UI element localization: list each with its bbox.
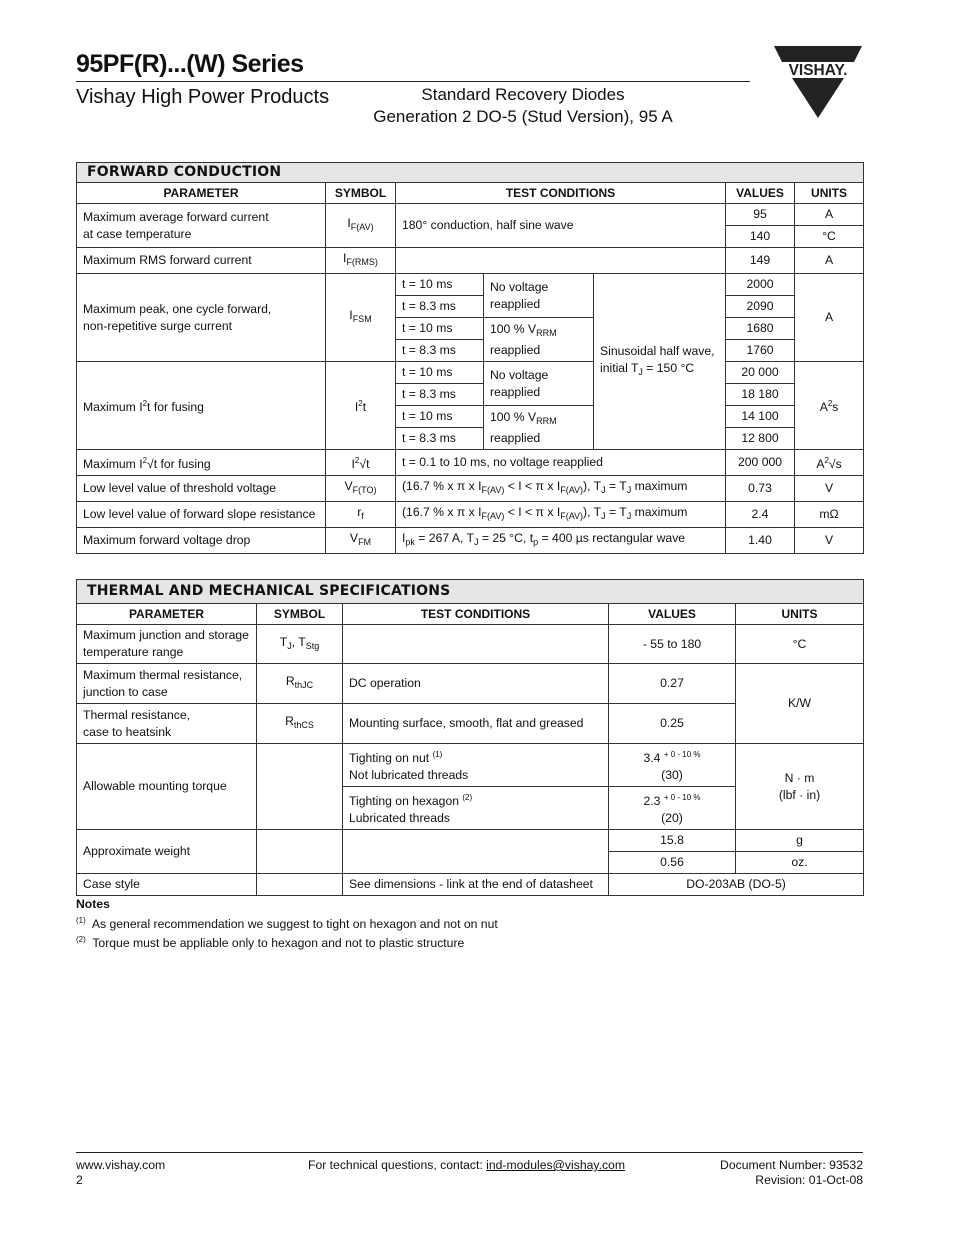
unit-cell: oz. (736, 852, 864, 874)
sinusoidal-condition-cell (594, 274, 726, 450)
text: (16.7 % x π x I (402, 479, 482, 493)
sub: J (601, 485, 606, 495)
symbol: √t (359, 457, 370, 471)
sub: RRM (536, 415, 557, 426)
param-line: Thermal resistance, (83, 707, 191, 722)
symbol-cell (257, 664, 343, 704)
condition-cell (396, 528, 726, 554)
symbol-cell (257, 744, 343, 830)
header-symbol: SYMBOL (326, 183, 396, 204)
footer-right (660, 1158, 863, 1187)
note-1 (76, 913, 498, 933)
unit-cell: V (795, 476, 864, 502)
param-line: Maximum thermal resistance, (83, 667, 243, 682)
table-header-row (77, 183, 864, 204)
text: = T (605, 479, 627, 493)
sub: F(AV) (560, 485, 584, 495)
condition-cell: t = 0.1 to 10 ms, no voltage reapplied (396, 450, 726, 476)
unit-line: (lbf · in) (778, 787, 821, 802)
value-cell: 1680 (726, 318, 795, 340)
symbol-cell (326, 502, 396, 528)
note-text: Torque must be appliable only to hexagon and not to plastic structure (92, 936, 465, 950)
time-cell: t = 10 ms (396, 274, 484, 296)
symbol: V (349, 531, 359, 545)
unit-cell (795, 450, 864, 476)
param-line: Maximum average forward current (83, 209, 269, 224)
table-row (77, 664, 864, 704)
sub: F(AV) (560, 511, 584, 521)
unit-line: N · m (784, 770, 815, 785)
text: maximum (631, 505, 688, 519)
param-line: non-repetitive surge current (83, 318, 233, 333)
condition-line: reapplied (490, 296, 541, 311)
value-cell (609, 787, 736, 830)
param-case-style: Case style (77, 874, 257, 896)
condition-cell (484, 274, 594, 318)
symbol-sub: F(RMS) (346, 257, 378, 267)
symbol-cell (257, 625, 343, 664)
text: = 150 °C (642, 360, 695, 375)
unit-cell: °C (795, 226, 864, 248)
notes-section (76, 896, 498, 952)
sub: J (287, 640, 292, 651)
condition-line: reapplied (490, 342, 541, 357)
thermal-mechanical-table (76, 579, 864, 896)
sub: J (626, 485, 632, 495)
symbol-sub: F(TO) (352, 485, 377, 495)
symbol: I (349, 308, 353, 322)
header-values: VALUES (726, 183, 795, 204)
sub: J (473, 537, 479, 547)
text: ), T (583, 505, 602, 519)
symbol: I (343, 251, 347, 265)
sub: F(AV) (481, 485, 505, 495)
condition-cell: DC operation (343, 664, 609, 704)
footer-left (76, 1158, 165, 1187)
sub: J (626, 511, 632, 521)
text: Tighting on hexagon (349, 794, 463, 808)
time-cell: t = 8.3 ms (396, 428, 484, 450)
sub: J (638, 366, 643, 377)
page-number: 2 (76, 1172, 83, 1187)
thermal-mechanical-title: THERMAL AND MECHANICAL SPECIFICATIONS (77, 580, 864, 604)
condition-line (490, 409, 587, 430)
param-junction-temperature (77, 625, 257, 664)
symbol-cell (257, 874, 343, 896)
contact-email-link[interactable]: ind-modules@vishay.com (486, 1158, 625, 1172)
param-i2sqrt-t (77, 450, 326, 476)
vishay-logo (770, 44, 866, 120)
sub: thCS (293, 720, 314, 730)
condition-cell (484, 362, 594, 406)
sub: thJC (294, 680, 314, 690)
symbol-cell (326, 528, 396, 554)
product-line-subtitle: Vishay High Power Products (76, 86, 330, 108)
value-line (615, 789, 729, 810)
header-symbol: SYMBOL (257, 604, 343, 625)
sup: 2 (142, 399, 148, 408)
table-row (77, 476, 864, 502)
table-row (77, 362, 864, 384)
table-row (77, 204, 864, 226)
symbol: T (279, 634, 288, 649)
unit-cell: g (736, 830, 864, 852)
condition-line: Sinusoidal half wave, (600, 343, 715, 358)
unit-cell: °C (736, 625, 864, 664)
condition-line (349, 789, 602, 810)
condition-cell: Mounting surface, smooth, flat and greased (343, 704, 609, 744)
product-description-line1: Standard Recovery Diodes (421, 85, 625, 104)
unit-cell: K/W (736, 664, 864, 744)
condition-cell: 180° conduction, half sine wave (396, 204, 726, 248)
website-link[interactable]: www.vishay.com (76, 1158, 166, 1172)
table-row (77, 830, 864, 852)
note-text: As general recommendation we suggest to tight on hexagon and not on nut (91, 916, 498, 931)
text: = 25 °C, t (478, 531, 534, 545)
value-cell: 2.4 (726, 502, 795, 528)
param-threshold-voltage: Low level value of threshold voltage (77, 476, 326, 502)
text: = T (605, 505, 627, 519)
value-line: (20) (661, 811, 683, 825)
text: < I < π x I (504, 505, 561, 519)
text: t for fusing (147, 400, 204, 414)
param-avg-forward-current (77, 204, 326, 248)
param-forward-voltage-drop: Maximum forward voltage drop (77, 528, 326, 554)
symbol: I (351, 457, 355, 471)
unit-cell: V (795, 528, 864, 554)
sub: pk (405, 537, 415, 547)
sub: F(AV) (481, 511, 505, 521)
unit-cell: A (795, 248, 864, 274)
text: maximum (631, 479, 688, 493)
forward-conduction-table (76, 162, 864, 554)
text: 3.4 (643, 751, 661, 765)
value-cell (609, 744, 736, 787)
value-cell: 15.8 (609, 830, 736, 852)
symbol: r (357, 505, 362, 519)
text: = 400 µs rectangular wave (538, 531, 686, 545)
condition-cell (343, 787, 609, 830)
header-units: UNITS (736, 604, 864, 625)
sup: 2 (827, 399, 833, 408)
param-line: at case temperature (83, 226, 192, 241)
unit-cell: mΩ (795, 502, 864, 528)
unit-cell (736, 744, 864, 830)
time-cell: t = 10 ms (396, 318, 484, 340)
footnote-mark: (1) (76, 915, 86, 925)
value-cell: 12 800 (726, 428, 795, 450)
text: 100 % V (490, 321, 537, 336)
time-cell: t = 8.3 ms (396, 384, 484, 406)
symbol-cell (326, 362, 396, 450)
table-row (77, 625, 864, 664)
table-row (77, 874, 864, 896)
value-cell: 1.40 (726, 528, 795, 554)
param-i2t (77, 362, 326, 450)
value-cell: 2000 (726, 274, 795, 296)
value-cell: 18 180 (726, 384, 795, 406)
text: < I < π x I (504, 479, 561, 493)
value-cell: 20 000 (726, 362, 795, 384)
unit-cell (795, 362, 864, 450)
table-row (77, 274, 864, 296)
symbol-sub: FM (358, 537, 372, 547)
param-line: Maximum peak, one cycle forward, (83, 301, 272, 316)
symbol-sub: F(AV) (350, 222, 374, 232)
condition-line: No voltage (490, 279, 549, 294)
sub: RRM (536, 327, 557, 338)
document-number: Document Number: 93532 (720, 1158, 863, 1172)
symbol: R (285, 714, 294, 728)
value-cell: 0.56 (609, 852, 736, 874)
value-cell: DO-203AB (DO-5) (609, 874, 864, 896)
contact-prefix: For technical questions, contact: (308, 1158, 487, 1172)
text: Tighting on nut (349, 751, 433, 765)
symbol-sub: FSM (352, 314, 372, 324)
value-cell: 149 (726, 248, 795, 274)
symbol-cell (326, 248, 396, 274)
sup: 2 (824, 456, 829, 465)
condition-line: Lubricated threads (349, 811, 450, 825)
text: = 267 A, T (414, 531, 474, 545)
condition-cell (396, 248, 726, 274)
value-cell: 2090 (726, 296, 795, 318)
text: initial T (600, 360, 639, 375)
sub: Stg (305, 640, 320, 651)
text: ), T (583, 479, 602, 493)
sub: J (601, 511, 606, 521)
text: Maximum I (83, 400, 143, 414)
unit-cell: A (795, 274, 864, 362)
param-thermal-resistance-cs (77, 704, 257, 744)
vishay-logo-graphic (770, 44, 866, 120)
footer-rule (76, 1152, 863, 1153)
condition-cell (343, 744, 609, 787)
table-row (77, 248, 864, 274)
value-line: (30) (661, 768, 683, 782)
value-line (615, 746, 729, 767)
text: 100 % V (490, 409, 537, 424)
sub: p (533, 537, 539, 547)
text: (16.7 % x π x I (402, 505, 482, 519)
time-cell: t = 8.3 ms (396, 296, 484, 318)
footnote-ref: (2) (462, 793, 473, 802)
header-parameter: PARAMETER (77, 604, 257, 625)
page-title: 95PF(R)...(W) Series (76, 50, 304, 78)
table-row (77, 528, 864, 554)
symbol-sub: f (361, 511, 364, 521)
condition-line: Not lubricated threads (349, 768, 469, 782)
value-cell: 200 000 (726, 450, 795, 476)
value-cell: 95 (726, 204, 795, 226)
symbol-cell (257, 704, 343, 744)
condition-line: reapplied (490, 430, 541, 445)
text: A (819, 400, 828, 414)
param-mounting-torque: Allowable mounting torque (77, 744, 257, 830)
condition-cell (484, 318, 594, 362)
tolerance: + 0 - 10 % (663, 750, 701, 759)
symbol-cell (326, 450, 396, 476)
text: √t for fusing (147, 457, 211, 471)
symbol: I (354, 400, 359, 414)
param-approx-weight: Approximate weight (77, 830, 257, 874)
param-slope-resistance: Low level value of forward slope resistance (77, 502, 326, 528)
symbol: , T (291, 634, 306, 649)
value-cell: 1760 (726, 340, 795, 362)
condition-line: No voltage (490, 367, 549, 382)
text: s (832, 400, 839, 414)
product-description (340, 84, 706, 128)
header-rule (76, 81, 750, 82)
symbol: V (344, 479, 353, 493)
unit-cell: A (795, 204, 864, 226)
value-cell: 140 (726, 226, 795, 248)
condition-cell: See dimensions - link at the end of datasheet (343, 874, 609, 896)
time-cell: t = 10 ms (396, 362, 484, 384)
symbol-cell (257, 830, 343, 874)
note-2 (76, 932, 498, 952)
condition-cell (343, 830, 609, 874)
text: 2.3 (643, 794, 661, 808)
text: I (402, 531, 406, 545)
value-cell: 14 100 (726, 406, 795, 428)
symbol: t (362, 400, 367, 414)
param-line: junction to case (83, 684, 168, 699)
header-values: VALUES (609, 604, 736, 625)
condition-cell (343, 625, 609, 664)
symbol-cell (326, 274, 396, 362)
logo-text: VISHAY. (788, 62, 848, 79)
condition-cell (396, 476, 726, 502)
table-row (77, 744, 864, 787)
condition-line (600, 360, 719, 381)
sup: 2 (358, 399, 363, 408)
condition-line (490, 321, 587, 342)
text: √s (828, 457, 842, 471)
forward-conduction-title: FORWARD CONDUCTION (77, 163, 864, 183)
param-line: temperature range (83, 645, 184, 659)
param-line: Maximum junction and storage (83, 628, 249, 642)
param-thermal-resistance-jc (77, 664, 257, 704)
footnote-ref: (1) (432, 750, 443, 759)
condition-line: reapplied (490, 384, 541, 399)
symbol: I (347, 216, 351, 230)
header-units: UNITS (795, 183, 864, 204)
time-cell: t = 8.3 ms (396, 340, 484, 362)
param-peak-surge-current (77, 274, 326, 362)
header-test-conditions: TEST CONDITIONS (396, 183, 726, 204)
footer-contact (308, 1158, 625, 1172)
sup: 2 (354, 456, 360, 465)
table-header-row (77, 604, 864, 625)
time-cell: t = 10 ms (396, 406, 484, 428)
value-cell: 0.27 (609, 664, 736, 704)
condition-cell (484, 406, 594, 450)
notes-title: Notes (76, 897, 110, 911)
revision: Revision: 01-Oct-08 (755, 1172, 863, 1187)
value-cell: 0.73 (726, 476, 795, 502)
param-line: case to heatsink (83, 724, 172, 739)
value-cell: 0.25 (609, 704, 736, 744)
condition-cell (396, 502, 726, 528)
table-row (77, 450, 864, 476)
symbol-cell (326, 476, 396, 502)
text: Maximum I (83, 457, 143, 471)
text: A (816, 457, 825, 471)
product-description-line2: Generation 2 DO-5 (Stud Version), 95 A (373, 107, 673, 126)
sup: 2 (142, 456, 148, 465)
symbol-cell (326, 204, 396, 248)
value-cell: - 55 to 180 (609, 625, 736, 664)
table-row (77, 502, 864, 528)
condition-line (349, 746, 602, 767)
header-test-conditions: TEST CONDITIONS (343, 604, 609, 625)
footnote-mark: (2) (76, 935, 86, 944)
symbol: R (285, 674, 295, 688)
param-rms-current: Maximum RMS forward current (77, 248, 326, 274)
header-parameter: PARAMETER (77, 183, 326, 204)
tolerance: + 0 - 10 % (663, 793, 701, 802)
